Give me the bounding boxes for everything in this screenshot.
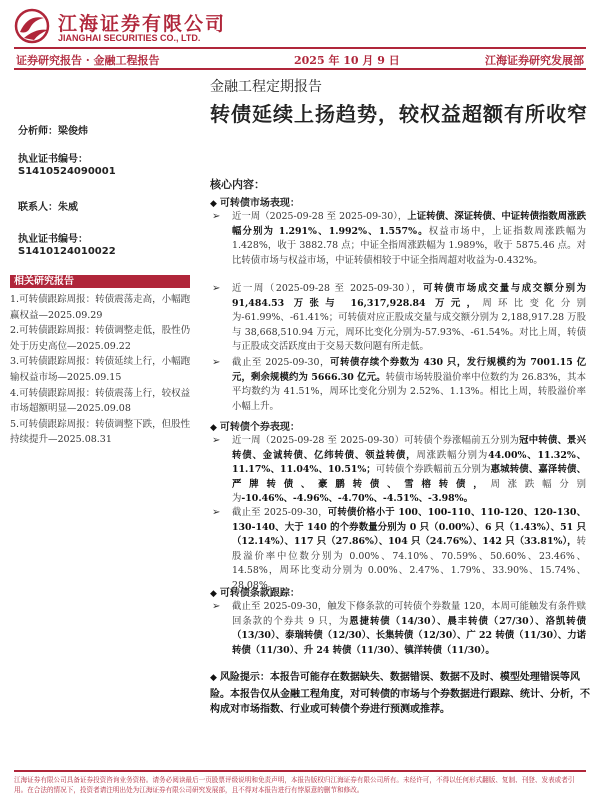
body-text: 转股溢价率中位数分别为 0.00%、74.10%、70.59%、50.60%、23.46%、14.58%，周环比变动分别为 0.00%、2.47%、1.79%、33.90%、15.74%、28.08%。 [232, 536, 586, 591]
core-content-label: 核心内容： [210, 178, 265, 191]
bold-text: 44.00%、11.32%、11.17%、11.04%、10.51%； [232, 449, 586, 475]
arrow-bullet-icon: ➢ [212, 211, 221, 222]
arrow-bullet-icon: ➢ [212, 283, 221, 294]
body-text: 转债市场转股溢价率中位数约为 26.83%，其本平均数约为 41.51%，周环比变化分别为 2.52%、1.13%。相比上周，转股溢价率小幅上升。 [232, 371, 586, 412]
report-title: 转债延续上扬趋势，较权益超额有所收窄 [210, 102, 588, 126]
bullet-paragraph [212, 434, 586, 507]
contact-cert-label: 执业证书编号： [18, 234, 88, 245]
bullet-paragraph [212, 282, 586, 355]
body-text: 近一周（2025-09-28 至 2025-09-30）， [232, 211, 408, 222]
arrow-bullet-icon: ➢ [212, 435, 221, 446]
bold-text: -10.46%、-4.96%、-4.70%、-4.51%、-3.98%。 [241, 493, 473, 504]
diamond-bullet-icon: ◆ [210, 673, 217, 683]
report-type: 金融工程定期报告 [210, 79, 322, 95]
company-logo [14, 8, 234, 44]
body-text: 近一周（2025-09-28 至 2025-09-30）可转债个券涨幅前五分别为 [232, 435, 520, 446]
related-report-link[interactable]: 5.可转债跟踪周报：转债调整下跌，但股性持续提升—2025.08.31 [10, 418, 191, 446]
bullet-paragraph [212, 506, 586, 593]
related-reports-heading: 相关研究报告 [10, 275, 190, 288]
report-header [14, 52, 586, 66]
analyst-cert-label: 执业证书编号： [18, 154, 88, 165]
risk-warning: ◆ 风险提示：本报告可能存在数据缺失、数据错误、数据不及时、模型处理错误等风险。本报告仅从金融工程角度，对可转债的市场与个券数据进行跟踪、统计、分析，不构成对市场指数、行业或可转债个券进行预测或推荐。 [210, 672, 590, 715]
contact-label: 联系人：朱威 [18, 202, 78, 213]
section-heading-market: ◆ 可转债市场表现： [210, 198, 300, 209]
bold-text: 惠城转债、嘉泽转债、严牌转债、豪鹏转债、雪榕转债， [232, 464, 586, 490]
bullet-paragraph [212, 210, 586, 268]
bold-text: 恩捷转债（14/30）、晨丰转债（27/30）、洛凯转债（13/30）、泰瑞转债（12/30）、长集转债（12/30）、广 22 转债（11/30）、力诺转债（11/30）、升 24 转债（11/30）、镇洋转债（11/30）。 [232, 615, 586, 656]
header-date: 2025 年 10 月 9 日 [294, 54, 400, 67]
contact-cert-number: S1410124010022 [18, 246, 116, 257]
arrow-bullet-icon: ➢ [212, 601, 221, 612]
bullet-paragraph [212, 600, 586, 658]
related-report-link[interactable]: 3.可转债跟踪周报：转债延续上行，小幅跑输权益市场—2025.09.15 [10, 356, 191, 383]
header-rule-top [14, 47, 586, 49]
related-report-link[interactable]: 1.可转债跟踪周报：转债震荡走高，小幅跑赢权益—2025.09.29 [10, 294, 191, 321]
related-report-link[interactable]: 4.可转债跟踪周报：转债震荡上行，较权益市场超额明显—2025.09.08 [10, 387, 191, 415]
body-text: 截止至 2025-09-30，触发下修条款的可转债个券数量 120，本周可能触发有条件赎回条款的个券共 9 只，为 [232, 601, 586, 627]
bold-text: 可转债价格小于 100、100-110、110-120、120-130、130-140、大于 140 的个券数量分别为 0 只（0.00%）、6 只（1.43%）、51 只（12.14%）、117 只（27.86%）、104 只（24.76%）、142 只（33.81%）， [232, 507, 586, 547]
bold-text: 可转债存续个券数为 430 只，发行规模约为 7001.15 亿元，剩余规模约为 5666.30 亿元。 [232, 357, 586, 383]
body-text: 周涨跌幅分别为 [232, 478, 586, 504]
header-category: 证券研究报告 · 金融工程报告 [16, 54, 160, 67]
body-text: 周环比变化分别为-61.99%、-61.41%；可转债对应正股成交量与成交额分别为 2,188,917.28 万股与 38,668,510.94 万元，周环比变化分别为-57.93%、-61.54%。对比上周，转债与正股成交活跃度由于交易天数问题有所走低。 [232, 297, 586, 352]
company-logo-icon [14, 8, 52, 44]
body-text: 截止至 2025-09-30， [232, 507, 328, 518]
analyst-label: 分析师：梁俊炜 [18, 126, 88, 137]
footer-disclaimer: 江海证券有限公司具备证券投资咨询业务资格。请务必阅读最后一页股票评级说明和免责声明，本报告版权归江海证券有限公司所有。未经许可，不得以任何形式翻版、复制、刊登、发表或者引用。在合法的情况下，投资者请注明出处为江海证券有限公司研究发展部，且不得对本报告进行有悖原意的删节和修改。 [14, 776, 575, 794]
related-report-link[interactable]: 2.可转债跟踪周报：转债调整走低，股性仍处于历史高位—2025.09.22 [10, 325, 191, 352]
bold-text: 上证转债、深证转债、中证转债指数周涨跌幅分别为 1.291%、1.992%、1.557%。 [232, 211, 586, 237]
body-text: 近一周（2025-09-28 至 2025-09-30）， [232, 283, 423, 294]
footer-rule [14, 770, 586, 772]
arrow-bullet-icon: ➢ [212, 507, 221, 518]
arrow-bullet-icon: ➢ [212, 357, 221, 368]
body-text: 截止至 2025-09-30， [232, 357, 331, 368]
body-text: 周涨跌幅分别为 [416, 449, 489, 461]
section-heading-individual: ◆ 可转债个券表现： [210, 422, 300, 433]
bold-text: 可转债市场成交量与成交额分别为 91,484.53 万张与 16,317,928.84 万元， [232, 283, 586, 309]
body-text: 权益市场中，上证指数周涨跌幅为 1.428%，收于 3882.78 点；中证全指周涨跌幅为 1.989%，收于 5875.46 点。对比转债市场与权益市场，中证转债相较于中证全指周超对收益为-0.432%。 [232, 225, 586, 266]
diamond-bullet-icon: ◆ [210, 199, 217, 209]
section-heading-clauses: ◆ 可转债条款跟踪： [210, 588, 300, 599]
company-name-cn: 江海证券有限公司 [58, 13, 227, 35]
body-text: 可转债个券跌幅前五分别为 [375, 464, 491, 475]
diamond-bullet-icon: ◆ [210, 589, 217, 599]
diamond-bullet-icon: ◆ [210, 423, 217, 433]
company-name-en: JIANGHAI SECURITIES CO., LTD. [58, 33, 201, 43]
analyst-cert-number: S1410524090001 [18, 166, 116, 177]
bullet-paragraph [212, 356, 586, 414]
header-rule-bottom [14, 68, 586, 70]
bold-text: 冠中转债、景兴转债、金诚转债、亿纬转债、领益转债， [232, 435, 586, 461]
related-reports-list [10, 292, 192, 448]
header-department: 江海证券研究发展部 [485, 54, 584, 67]
